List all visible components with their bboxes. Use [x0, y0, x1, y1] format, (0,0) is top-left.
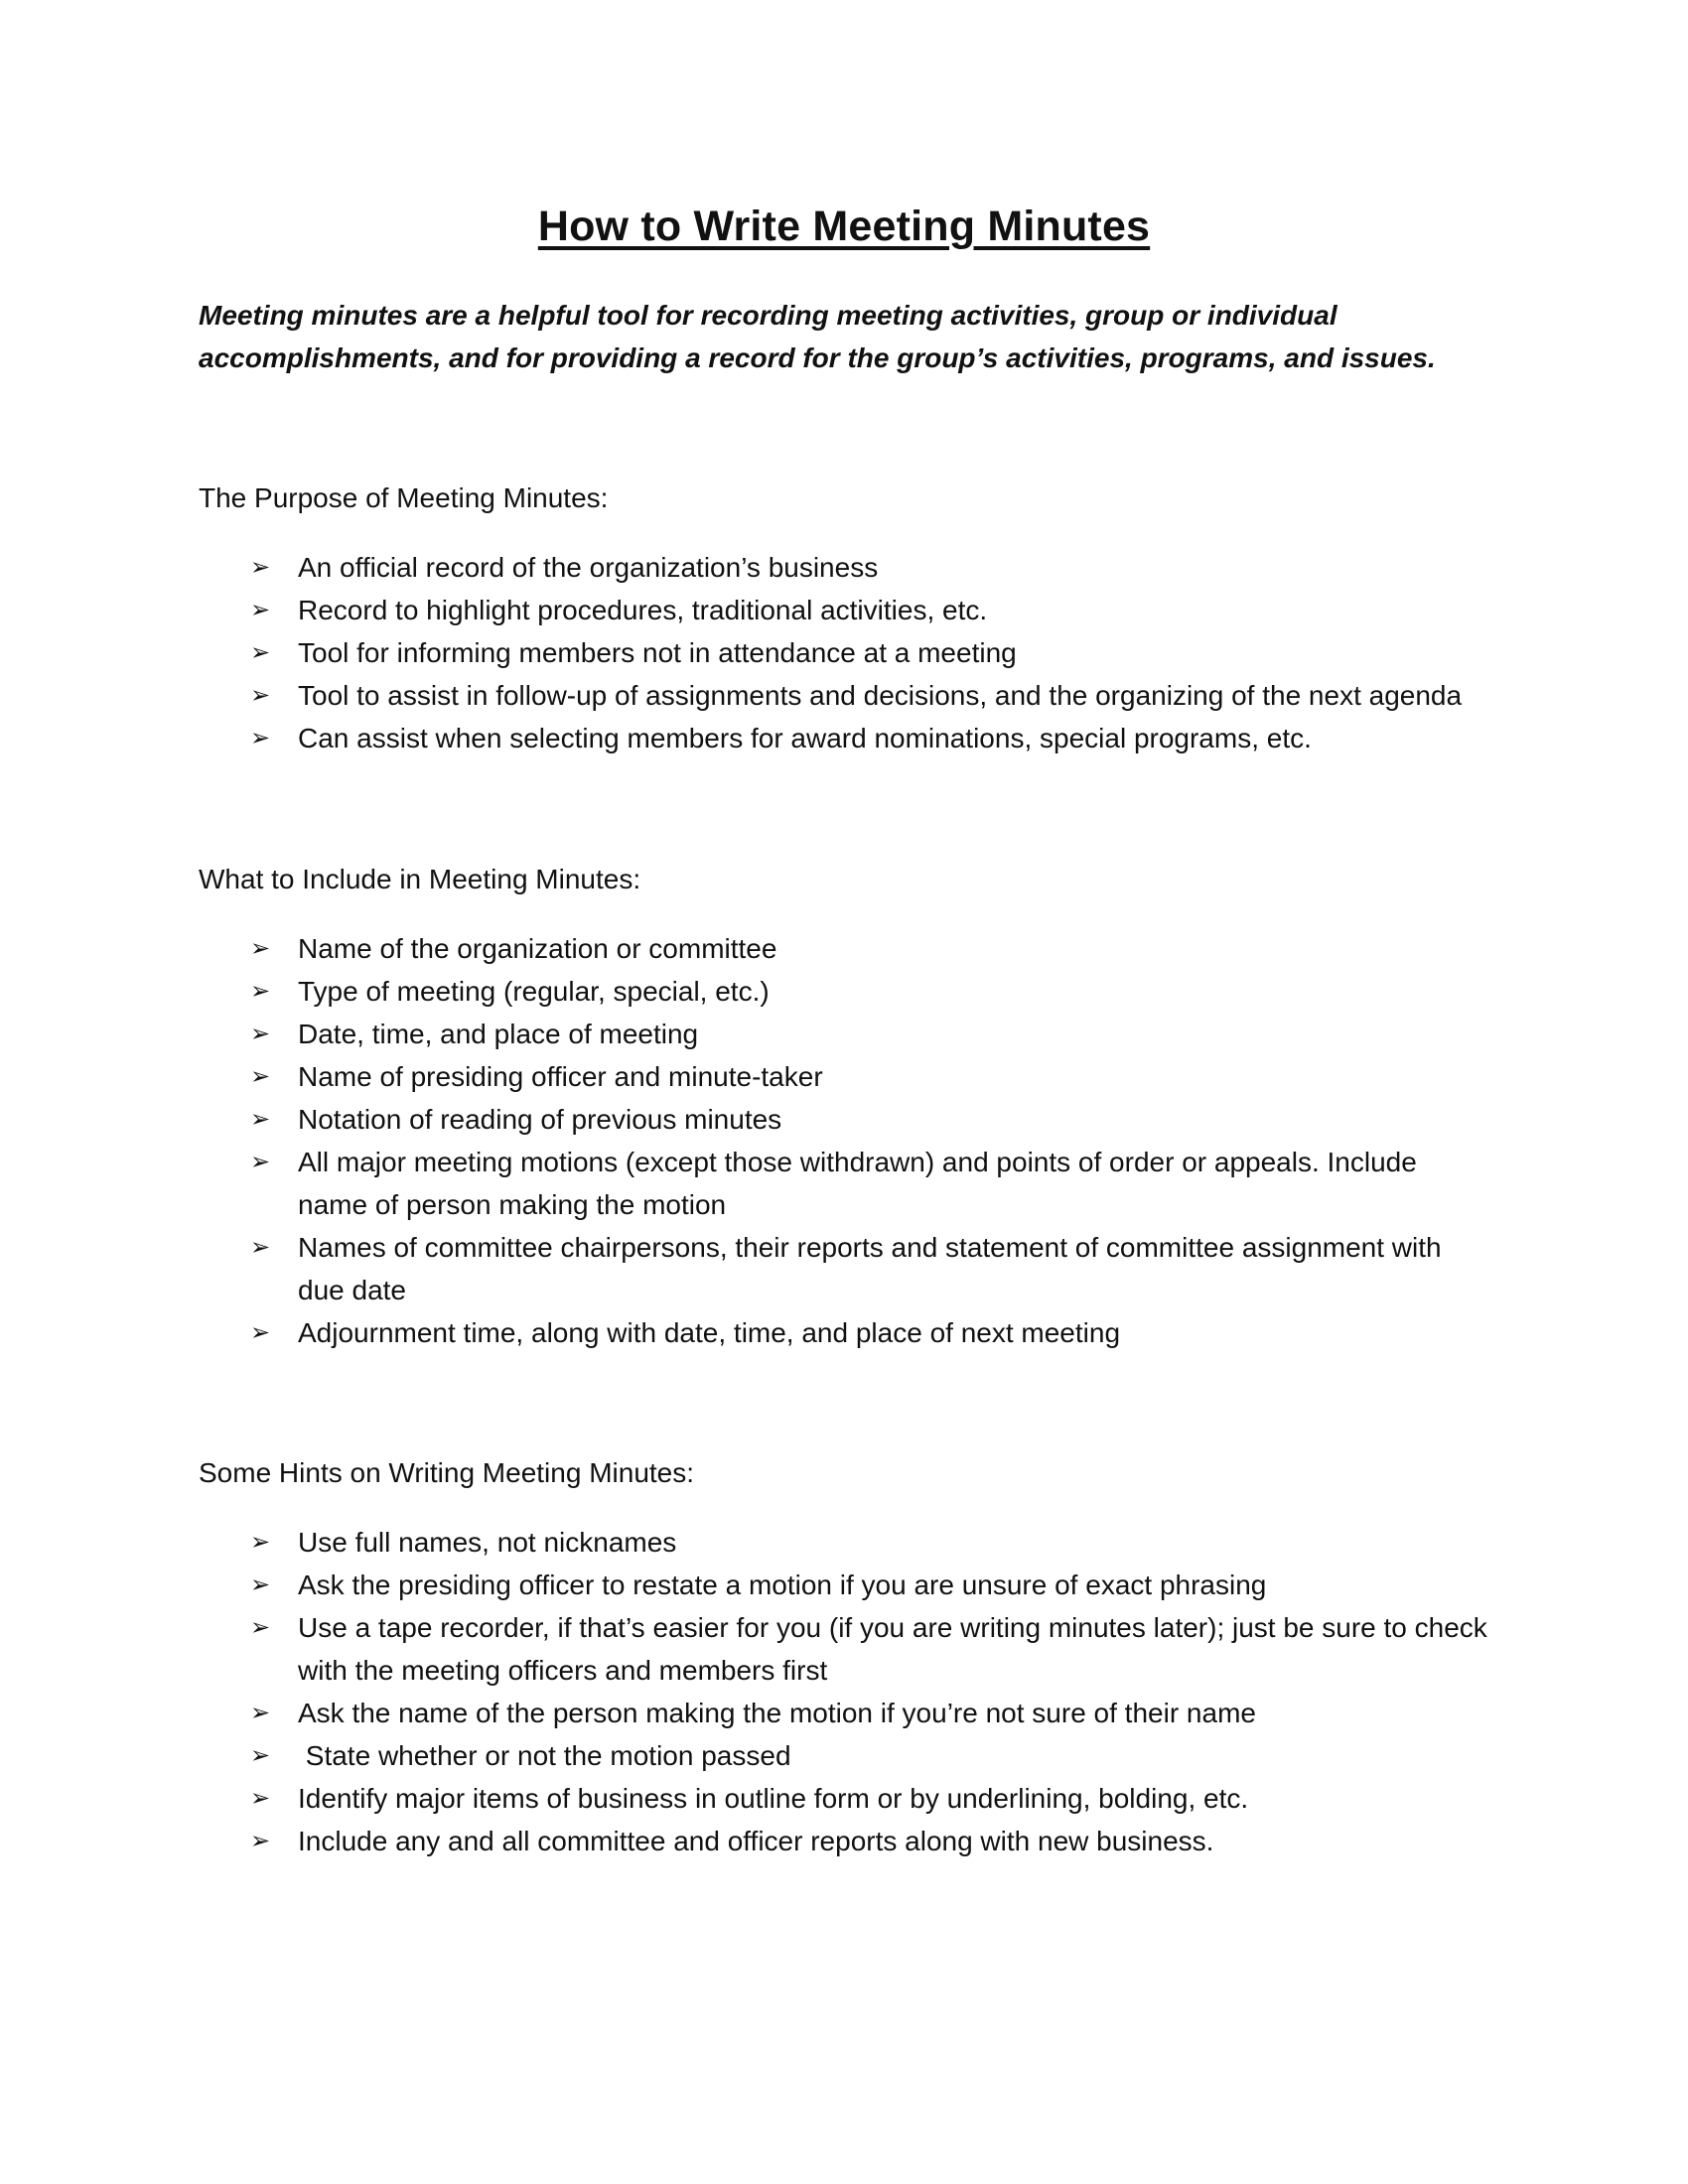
arrowhead-bullet-icon: ➢ [250, 1020, 271, 1047]
list-item [248, 1226, 1489, 1311]
list-item [248, 589, 1489, 631]
list-item-text: Use full names, not nicknames [298, 1527, 677, 1558]
list-item-text: Tool for informing members not in attendance at a meeting [298, 637, 1017, 668]
arrowhead-bullet-icon: ➢ [250, 1741, 271, 1769]
list-item-text: Ask the name of the person making the motion if you’re not sure of their name [298, 1698, 1256, 1728]
list-item [248, 1311, 1489, 1354]
list-item [248, 1521, 1489, 1564]
arrowhead-bullet-icon: ➢ [250, 724, 271, 751]
list-item-text: Tool to assist in follow-up of assignments and decisions, and the organizing of the next agenda [298, 680, 1463, 711]
arrowhead-bullet-icon: ➢ [250, 934, 271, 962]
arrowhead-bullet-icon: ➢ [250, 1699, 271, 1726]
list-item-text: Adjournment time, along with date, time, and place of next meeting [298, 1317, 1121, 1348]
arrowhead-bullet-icon: ➢ [250, 1105, 271, 1133]
list-item [248, 1141, 1489, 1226]
arrowhead-bullet-icon: ➢ [250, 1062, 271, 1090]
list-item-text: Record to highlight procedures, traditional activities, etc. [298, 595, 988, 625]
arrowhead-bullet-icon: ➢ [250, 553, 271, 581]
list-item [248, 1013, 1489, 1055]
list-item-text: Date, time, and place of meeting [298, 1019, 699, 1049]
arrowhead-bullet-icon: ➢ [250, 1233, 271, 1261]
list-item-text: Can assist when selecting members for award nominations, special programs, etc. [298, 723, 1312, 753]
include-list [248, 927, 1489, 1354]
document-title: How to Write Meeting Minutes [537, 203, 1151, 250]
list-item [248, 1055, 1489, 1098]
section-heading-purpose: The Purpose of Meeting Minutes: [199, 482, 609, 513]
list-item-text: Ask the presiding officer to restate a motion if you are unsure of exact phrasing [298, 1570, 1267, 1600]
arrowhead-bullet-icon: ➢ [250, 1570, 271, 1598]
list-item-text: Name of the organization or committee [298, 933, 777, 964]
list-item [248, 1777, 1489, 1820]
arrowhead-bullet-icon: ➢ [250, 596, 271, 623]
list-item [248, 1606, 1489, 1692]
list-item-text: Names of committee chairpersons, their reports and statement of committee assignment with due date [298, 1232, 1442, 1305]
list-item-text: Type of meeting (regular, special, etc.) [298, 976, 770, 1007]
list-item-text: Identify major items of business in outline form or by underlining, bolding, etc. [298, 1783, 1249, 1814]
list-item [248, 674, 1489, 717]
intro-paragraph: Meeting minutes are a helpful tool for recording meeting activities, group or individual accomplishments, and for providing a record for the group’s activities, programs, and issues. [199, 300, 1436, 373]
hints-list [248, 1521, 1489, 1862]
arrowhead-bullet-icon: ➢ [250, 977, 271, 1005]
list-item-text: All major meeting motions (except those withdrawn) and points of order or appeals. Include name of person making the motion [298, 1147, 1417, 1220]
arrowhead-bullet-icon: ➢ [250, 1613, 271, 1641]
arrowhead-bullet-icon: ➢ [250, 1784, 271, 1812]
list-item-text: An official record of the organization’s business [298, 552, 879, 583]
arrowhead-bullet-icon: ➢ [250, 638, 271, 666]
list-item-text: State whether or not the motion passed [298, 1740, 791, 1771]
list-item [248, 717, 1489, 759]
arrowhead-bullet-icon: ➢ [250, 1528, 271, 1556]
section-heading-hints: Some Hints on Writing Meeting Minutes: [199, 1457, 695, 1488]
list-item-text: Include any and all committee and officer reports along with new business. [298, 1826, 1214, 1856]
list-item-text: Notation of reading of previous minutes [298, 1104, 782, 1135]
list-item [248, 1820, 1489, 1862]
list-item [248, 1692, 1489, 1734]
list-item [248, 546, 1489, 589]
section-heading-what-to-include: What to Include in Meeting Minutes: [199, 864, 641, 894]
list-item [248, 927, 1489, 970]
arrowhead-bullet-icon: ➢ [250, 1318, 271, 1346]
list-item [248, 970, 1489, 1013]
list-item [248, 1564, 1489, 1606]
list-item-text: Name of presiding officer and minute-taker [298, 1061, 823, 1092]
arrowhead-bullet-icon: ➢ [250, 1827, 271, 1854]
arrowhead-bullet-icon: ➢ [250, 681, 271, 709]
list-item [248, 1734, 1489, 1777]
list-item-text: Use a tape recorder, if that’s easier for you (if you are writing minutes later); just be sure to check with the meeting officers and members first [298, 1612, 1487, 1686]
arrowhead-bullet-icon: ➢ [250, 1148, 271, 1175]
purpose-list [248, 546, 1489, 759]
list-item [248, 1098, 1489, 1141]
list-item [248, 631, 1489, 674]
